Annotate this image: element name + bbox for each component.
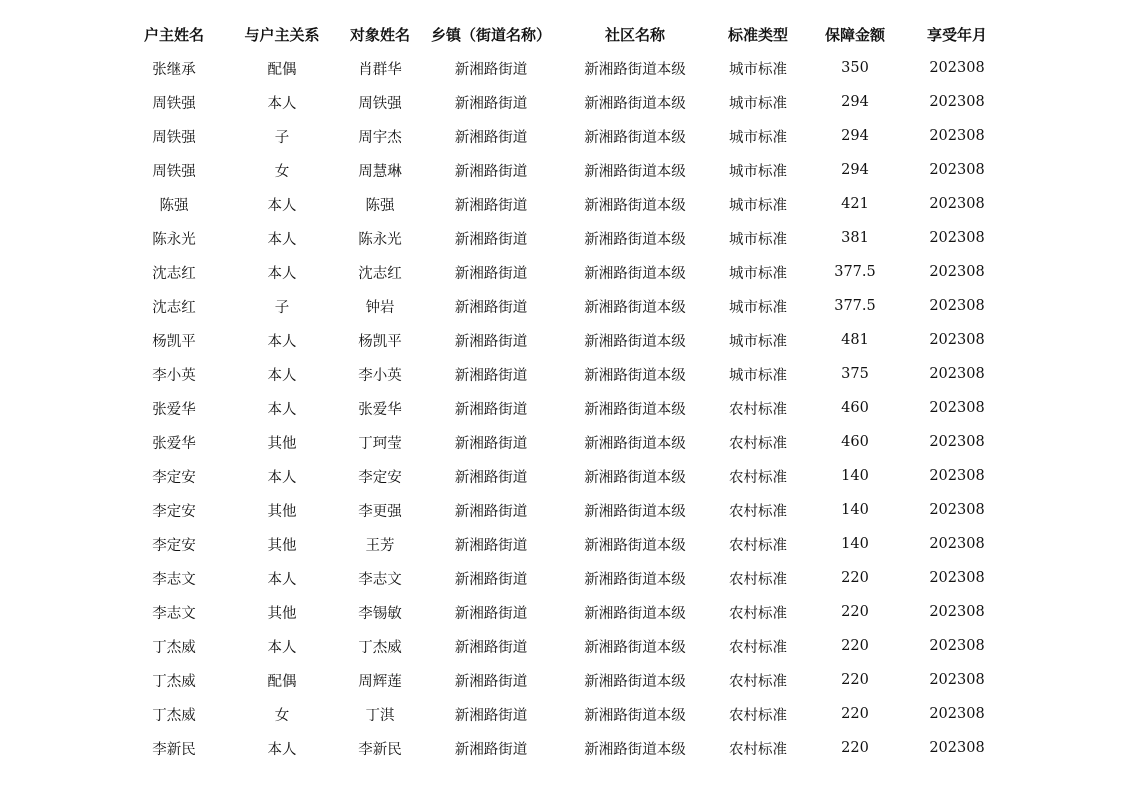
cell-community: 新湘路街道本级 — [584, 265, 686, 282]
cell-community: 新湘路街道本级 — [584, 537, 686, 554]
cell-household-head: 丁杰威 — [152, 639, 196, 656]
cell-household-head: 张继承 — [152, 61, 196, 78]
table-row — [118, 595, 1006, 629]
cell-standard-type: 农村标准 — [729, 469, 787, 486]
cell-community: 新湘路街道本级 — [584, 673, 686, 690]
cell-community: 新湘路街道本级 — [584, 299, 686, 316]
cell-recipient-name: 李定安 — [358, 469, 402, 486]
cell-month: 202308 — [929, 570, 985, 586]
cell-amount: 140 — [841, 468, 869, 484]
cell-community: 新湘路街道本级 — [584, 231, 686, 248]
cell-relationship: 其他 — [267, 503, 297, 520]
cell-community: 新湘路街道本级 — [584, 163, 686, 180]
cell-standard-type: 城市标准 — [729, 197, 787, 214]
cell-relationship: 子 — [274, 129, 290, 146]
cell-standard-type: 农村标准 — [729, 503, 787, 520]
cell-amount: 350 — [841, 60, 869, 76]
cell-relationship: 其他 — [267, 435, 297, 452]
cell-relationship: 本人 — [267, 333, 297, 350]
cell-relationship: 本人 — [267, 401, 297, 418]
cell-amount: 294 — [841, 162, 869, 178]
table-row — [118, 51, 1006, 85]
cell-amount: 460 — [841, 434, 869, 450]
cell-amount: 220 — [841, 604, 869, 620]
cell-relationship: 本人 — [267, 639, 297, 656]
table-row — [118, 425, 1006, 459]
table-row — [118, 357, 1006, 391]
cell-month: 202308 — [929, 162, 985, 178]
cell-standard-type: 农村标准 — [729, 673, 787, 690]
cell-township: 新湘路街道 — [454, 333, 528, 350]
cell-recipient-name: 周宇杰 — [358, 129, 402, 146]
table-row — [118, 153, 1006, 187]
cell-township: 新湘路街道 — [454, 95, 528, 112]
cell-recipient-name: 周铁强 — [358, 95, 402, 112]
table-header — [118, 17, 1006, 51]
cell-township: 新湘路街道 — [454, 605, 528, 622]
cell-household-head: 李定安 — [152, 469, 196, 486]
cell-month: 202308 — [929, 468, 985, 484]
cell-month: 202308 — [929, 400, 985, 416]
cell-recipient-name: 李志文 — [358, 571, 402, 588]
table-row — [118, 697, 1006, 731]
cell-township: 新湘路街道 — [454, 503, 528, 520]
cell-community: 新湘路街道本级 — [584, 333, 686, 350]
cell-community: 新湘路街道本级 — [584, 129, 686, 146]
cell-standard-type: 城市标准 — [729, 95, 787, 112]
table-row — [118, 493, 1006, 527]
cell-household-head: 沈志红 — [152, 265, 196, 282]
cell-household-head: 周铁强 — [152, 95, 196, 112]
cell-township: 新湘路街道 — [454, 265, 528, 282]
cell-township: 新湘路街道 — [454, 367, 528, 384]
cell-community: 新湘路街道本级 — [584, 605, 686, 622]
cell-township: 新湘路街道 — [454, 741, 528, 758]
cell-standard-type: 城市标准 — [729, 333, 787, 350]
cell-month: 202308 — [929, 230, 985, 246]
cell-community: 新湘路街道本级 — [584, 503, 686, 520]
header-township: 乡镇（街道名称） — [430, 25, 551, 44]
cell-month: 202308 — [929, 332, 985, 348]
cell-relationship: 本人 — [267, 367, 297, 384]
cell-month: 202308 — [929, 94, 985, 110]
cell-relationship: 子 — [274, 299, 290, 316]
table-row — [118, 323, 1006, 357]
cell-community: 新湘路街道本级 — [584, 571, 686, 588]
cell-amount: 375 — [841, 366, 869, 382]
cell-standard-type: 农村标准 — [729, 741, 787, 758]
cell-township: 新湘路街道 — [454, 197, 528, 214]
cell-amount: 220 — [841, 706, 869, 722]
document-sheet — [118, 17, 1006, 765]
cell-household-head: 李志文 — [152, 605, 196, 622]
cell-community: 新湘路街道本级 — [584, 95, 686, 112]
cell-recipient-name: 李小英 — [358, 367, 402, 384]
cell-household-head: 周铁强 — [152, 163, 196, 180]
subsidy-roster-table — [118, 17, 1006, 765]
cell-standard-type: 城市标准 — [729, 265, 787, 282]
cell-month: 202308 — [929, 502, 985, 518]
cell-month: 202308 — [929, 536, 985, 552]
cell-community: 新湘路街道本级 — [584, 61, 686, 78]
cell-amount: 294 — [841, 128, 869, 144]
cell-recipient-name: 周辉莲 — [358, 673, 402, 690]
cell-township: 新湘路街道 — [454, 639, 528, 656]
cell-standard-type: 城市标准 — [729, 129, 787, 146]
table-row — [118, 289, 1006, 323]
cell-month: 202308 — [929, 298, 985, 314]
cell-standard-type: 城市标准 — [729, 299, 787, 316]
cell-relationship: 本人 — [267, 231, 297, 248]
cell-recipient-name: 王芳 — [365, 537, 395, 554]
cell-standard-type: 农村标准 — [729, 435, 787, 452]
cell-amount: 381 — [841, 230, 869, 246]
cell-community: 新湘路街道本级 — [584, 435, 686, 452]
cell-household-head: 张爱华 — [152, 435, 196, 452]
cell-relationship: 本人 — [267, 265, 297, 282]
cell-township: 新湘路街道 — [454, 469, 528, 486]
cell-township: 新湘路街道 — [454, 299, 528, 316]
cell-amount: 220 — [841, 638, 869, 654]
cell-standard-type: 农村标准 — [729, 571, 787, 588]
cell-month: 202308 — [929, 128, 985, 144]
cell-relationship: 女 — [274, 163, 290, 180]
cell-standard-type: 农村标准 — [729, 605, 787, 622]
header-relationship: 与户主关系 — [244, 25, 320, 44]
cell-recipient-name: 李更强 — [358, 503, 402, 520]
cell-relationship: 本人 — [267, 197, 297, 214]
cell-relationship: 本人 — [267, 571, 297, 588]
cell-community: 新湘路街道本级 — [584, 469, 686, 486]
cell-household-head: 陈强 — [159, 197, 189, 214]
table-body — [118, 51, 1006, 765]
cell-township: 新湘路街道 — [454, 61, 528, 78]
cell-amount: 377.5 — [834, 298, 876, 314]
cell-recipient-name: 李锡敏 — [358, 605, 402, 622]
cell-standard-type: 农村标准 — [729, 401, 787, 418]
cell-relationship: 其他 — [267, 605, 297, 622]
cell-recipient-name: 丁珂莹 — [358, 435, 402, 452]
cell-recipient-name: 肖群华 — [358, 61, 402, 78]
cell-township: 新湘路街道 — [454, 163, 528, 180]
cell-recipient-name: 丁淇 — [365, 707, 395, 724]
cell-relationship: 本人 — [267, 95, 297, 112]
cell-community: 新湘路街道本级 — [584, 639, 686, 656]
cell-household-head: 陈永光 — [152, 231, 196, 248]
cell-month: 202308 — [929, 60, 985, 76]
table-row — [118, 187, 1006, 221]
cell-recipient-name: 沈志红 — [358, 265, 402, 282]
cell-township: 新湘路街道 — [454, 537, 528, 554]
cell-community: 新湘路街道本级 — [584, 197, 686, 214]
cell-township: 新湘路街道 — [454, 571, 528, 588]
cell-month: 202308 — [929, 366, 985, 382]
cell-household-head: 杨凯平 — [152, 333, 196, 350]
header-community: 社区名称 — [604, 25, 665, 44]
cell-recipient-name: 周慧琳 — [358, 163, 402, 180]
header-standard-type: 标准类型 — [727, 25, 788, 44]
cell-amount: 220 — [841, 672, 869, 688]
cell-recipient-name: 丁杰威 — [358, 639, 402, 656]
cell-community: 新湘路街道本级 — [584, 707, 686, 724]
cell-relationship: 配偶 — [267, 61, 297, 78]
cell-household-head: 李新民 — [152, 741, 196, 758]
header-recipient-name: 对象姓名 — [349, 25, 410, 44]
cell-standard-type: 城市标准 — [729, 163, 787, 180]
cell-month: 202308 — [929, 740, 985, 756]
cell-township: 新湘路街道 — [454, 707, 528, 724]
cell-relationship: 配偶 — [267, 673, 297, 690]
cell-community: 新湘路街道本级 — [584, 367, 686, 384]
cell-township: 新湘路街道 — [454, 401, 528, 418]
cell-month: 202308 — [929, 434, 985, 450]
cell-household-head: 丁杰威 — [152, 707, 196, 724]
table-row — [118, 391, 1006, 425]
cell-month: 202308 — [929, 604, 985, 620]
table-row — [118, 221, 1006, 255]
cell-recipient-name: 陈强 — [365, 197, 395, 214]
cell-relationship: 其他 — [267, 537, 297, 554]
cell-community: 新湘路街道本级 — [584, 741, 686, 758]
cell-household-head: 沈志红 — [152, 299, 196, 316]
cell-recipient-name: 钟岩 — [365, 299, 395, 316]
cell-standard-type: 农村标准 — [729, 639, 787, 656]
cell-standard-type: 农村标准 — [729, 537, 787, 554]
cell-month: 202308 — [929, 196, 985, 212]
cell-township: 新湘路街道 — [454, 231, 528, 248]
cell-month: 202308 — [929, 706, 985, 722]
cell-standard-type: 城市标准 — [729, 231, 787, 248]
cell-household-head: 李小英 — [152, 367, 196, 384]
header-household-head: 户主姓名 — [143, 25, 204, 44]
cell-household-head: 周铁强 — [152, 129, 196, 146]
table-row — [118, 663, 1006, 697]
table-row — [118, 629, 1006, 663]
cell-recipient-name: 陈永光 — [358, 231, 402, 248]
cell-township: 新湘路街道 — [454, 673, 528, 690]
cell-amount: 220 — [841, 740, 869, 756]
table-row — [118, 459, 1006, 493]
cell-month: 202308 — [929, 264, 985, 280]
table-row — [118, 255, 1006, 289]
cell-relationship: 女 — [274, 707, 290, 724]
cell-recipient-name: 张爱华 — [358, 401, 402, 418]
cell-household-head: 丁杰威 — [152, 673, 196, 690]
header-row — [118, 17, 1006, 51]
table-row — [118, 85, 1006, 119]
cell-amount: 421 — [841, 196, 869, 212]
cell-amount: 481 — [841, 332, 869, 348]
cell-township: 新湘路街道 — [454, 435, 528, 452]
cell-amount: 220 — [841, 570, 869, 586]
table-row — [118, 561, 1006, 595]
cell-standard-type: 农村标准 — [729, 707, 787, 724]
table-row — [118, 119, 1006, 153]
header-amount: 保障金额 — [824, 25, 885, 44]
header-month: 享受年月 — [926, 25, 987, 44]
cell-recipient-name: 杨凯平 — [358, 333, 402, 350]
cell-relationship: 本人 — [267, 469, 297, 486]
cell-month: 202308 — [929, 672, 985, 688]
table-row — [118, 731, 1006, 765]
cell-household-head: 李定安 — [152, 537, 196, 554]
cell-amount: 294 — [841, 94, 869, 110]
table-row — [118, 527, 1006, 561]
cell-amount: 140 — [841, 536, 869, 552]
cell-household-head: 李志文 — [152, 571, 196, 588]
cell-household-head: 张爱华 — [152, 401, 196, 418]
cell-standard-type: 城市标准 — [729, 61, 787, 78]
cell-standard-type: 城市标准 — [729, 367, 787, 384]
cell-relationship: 本人 — [267, 741, 297, 758]
cell-amount: 377.5 — [834, 264, 876, 280]
cell-community: 新湘路街道本级 — [584, 401, 686, 418]
cell-township: 新湘路街道 — [454, 129, 528, 146]
cell-amount: 140 — [841, 502, 869, 518]
cell-month: 202308 — [929, 638, 985, 654]
cell-amount: 460 — [841, 400, 869, 416]
cell-household-head: 李定安 — [152, 503, 196, 520]
cell-recipient-name: 李新民 — [358, 741, 402, 758]
